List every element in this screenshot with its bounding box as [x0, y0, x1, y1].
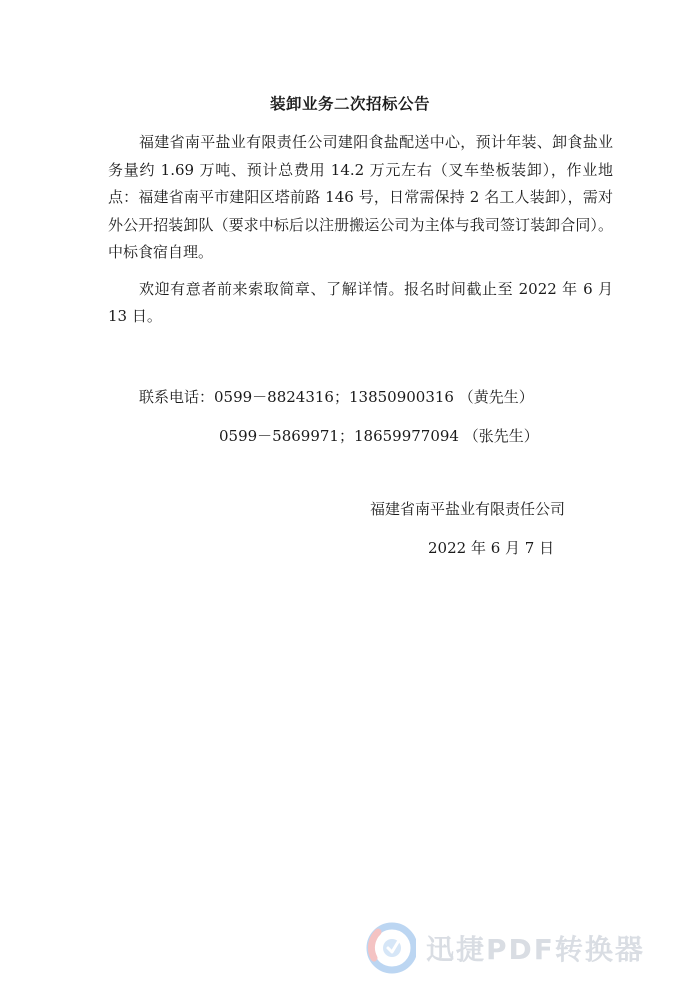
document-body: [108, 129, 613, 340]
signature-company: 福建省南平盐业有限责任公司: [370, 500, 566, 518]
contact-line-2: 0599－5869971；18659977094 （张先生）: [219, 427, 539, 445]
watermark-text: 迅捷PDF转换器: [426, 933, 645, 966]
pdf-converter-logo-icon: [364, 922, 416, 974]
watermark: [364, 918, 645, 978]
contact-line-1: 联系电话：0599－8824316；13850900316 （黄先生）: [139, 388, 534, 406]
body-paragraph-2: 欢迎有意者前来索取简章、了解详情。报名时间截止至 2022 年 6 月 13 日。: [108, 279, 613, 325]
body-paragraph-1: 福建省南平盐业有限责任公司建阳食盐配送中心，预计年装、卸食盐业务量约 1.69 万吨、预计总费用 14.2 万元左右（叉车垫板装卸），作业地点：福建省南平市建阳区塔前路 146 号，日常需保持 2 名工人装卸），需对外公开招装卸队（要求中标后以注册搬运公司为主体与我司签订装卸合同）。中标食宿自理。: [108, 133, 613, 261]
document-title: 装卸业务二次招标公告: [269, 95, 430, 113]
signature-date: 2022 年 6 月 7 日: [428, 539, 555, 557]
